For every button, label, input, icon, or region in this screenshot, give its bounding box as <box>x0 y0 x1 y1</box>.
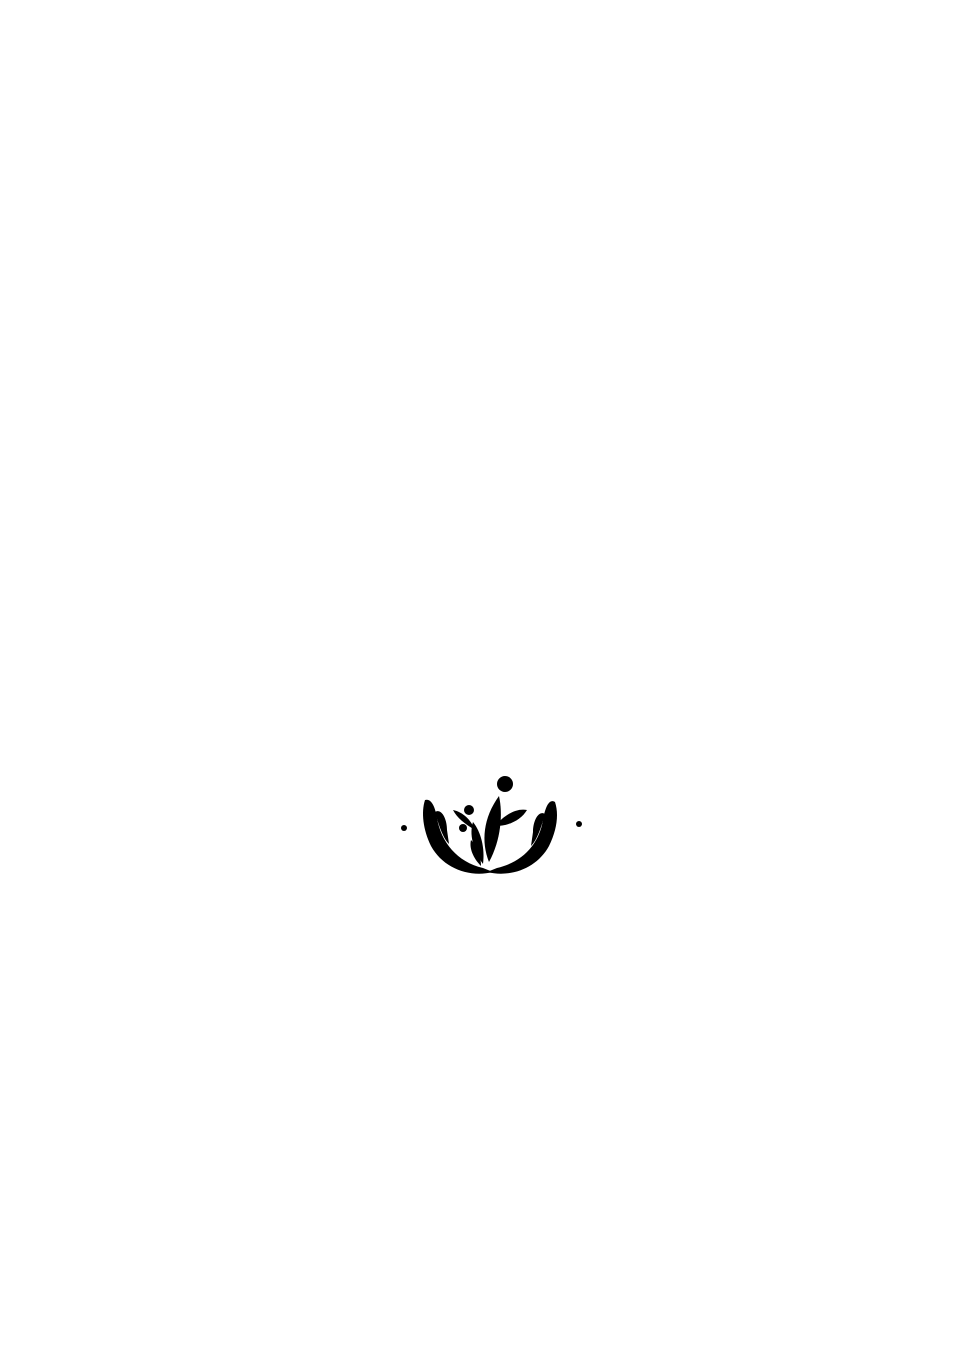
save-zone-logo <box>385 722 595 932</box>
save-zone-logo-graphic <box>385 722 595 932</box>
